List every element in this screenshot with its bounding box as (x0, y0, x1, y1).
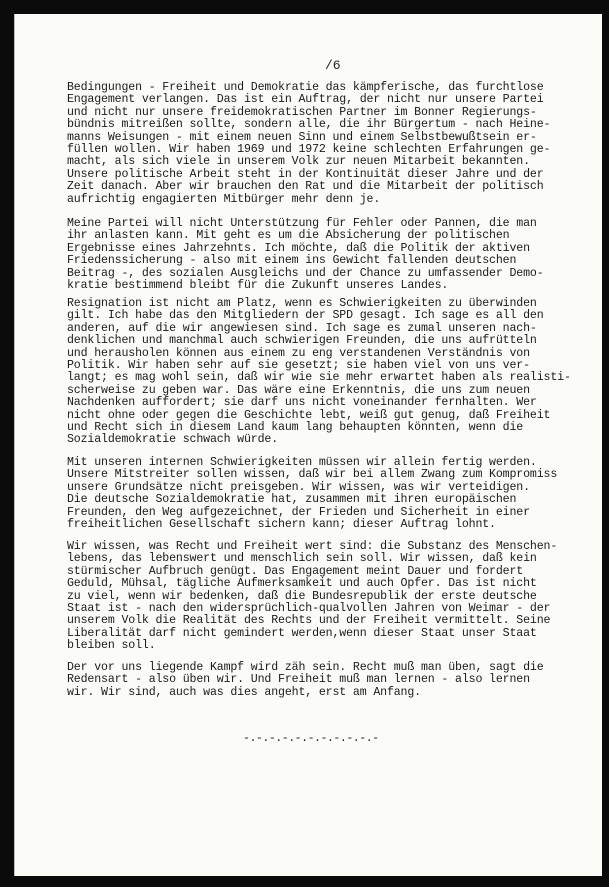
text-line: macht, als sich viele in unserem Volk zur neuen Mitarbeit bekannten. (67, 155, 530, 169)
text-line: Sozialdemokratie schwach würde. (67, 433, 279, 447)
text-line: Staat ist - nach den widersprüchlich-qualvollen Jahren von Weimar - der (67, 602, 551, 616)
text-line: lebens, das lebenswert und menschlich sein soll. Wir wissen, daß kein (67, 552, 537, 566)
text-line: unserem Volk die Realität des Rechts und der Freiheit vermittelt. Seine (67, 614, 551, 628)
text-line: Beitrag -, des sozialen Ausgleichs und der Chance zu umfassender Demo- (67, 266, 544, 280)
closing-mark: -.-.-.-.-.-.-.-.-.-.- (243, 732, 379, 745)
text-line: Friedenssicherung - also mit einem ins Gewicht fallenden deutschen (67, 254, 517, 268)
text-line: Der vor uns liegende Kampf wird zäh sein. Recht muß man üben, sagt die (67, 661, 544, 674)
text-line: Unsere politische Arbeit steht in der Kontinuität dieser Jahre und der (67, 167, 544, 181)
page-number: /6 (325, 58, 341, 73)
text-line: füllen wollen. Wir haben 1969 und 1972 keine schlechten Erfahrungen ge- (67, 143, 551, 157)
text-line: nicht ohne oder gegen die Geschichte lebt, weiß gut genug, daß Freiheit (67, 408, 551, 422)
text-line: und nicht nur unsere freidemokratischen Partner im Bonner Regierungs- (67, 105, 537, 119)
text-line: ihr anlasten kann. Mit geht es um die Absicherung der politischen (67, 229, 510, 243)
paragraph-6 (67, 662, 577, 699)
text-line: Freunden, den Weg aufgezeichnet, der Frieden und Sicherheit in einer (67, 505, 530, 519)
paragraph-3 (67, 298, 577, 447)
text-line: Resignation ist nicht am Platz, wenn es Schwierigkeiten zu überwinden (67, 297, 537, 310)
text-line: und Recht sich in diesem Land kaum lang behaupten könnten, wenn die (67, 421, 524, 435)
text-line: Meine Partei will nicht Unterstützung für Fehler oder Pannen, die man (67, 217, 537, 230)
text-line: Engagement verlangen. Das ist ein Auftrag, der nicht nur unsere Partei (67, 93, 544, 107)
document-page (14, 14, 602, 876)
text-line: Bedingungen - Freiheit und Demokratie das kämpferische, das furchtlose (67, 81, 544, 94)
text-line: kratie bestimmend bleibt für die Zukunft unseres Landes. (67, 279, 449, 293)
text-line: Liberalität darf nicht gemindert werden,wenn dieser Staat unser Staat (67, 626, 537, 640)
paragraph-5 (67, 541, 577, 653)
text-line: zu viel, wenn wir bedenken, daß die Bundesrepublik der erste deutsche (67, 589, 537, 603)
paragraph-1 (67, 82, 577, 206)
text-line: aufrichtig engagierten Mitbürger mehr denn je. (67, 192, 381, 206)
text-line: anderen, auf die wir angewiesen sind. Ich sage es zumal unseren nach- (67, 321, 537, 335)
text-line: bleiben soll. (67, 639, 156, 653)
text-line: Redensart - also üben wir. Und Freiheit muß man lernen - also lernen (67, 673, 530, 687)
text-line: denklichen und manchmal auch schwierigen Freunden, die uns aufrütteln (67, 334, 537, 348)
text-line: Nachdenken auffordert; sie darf uns nicht voneinander fernhalten. Wer (67, 396, 537, 410)
paragraph-4 (67, 457, 577, 531)
text-line: Zeit danach. Aber wir brauchen den Rat und die Mitarbeit der politisch (67, 180, 544, 194)
text-line: manns Weisungen - mit einem neuen Sinn und einem Selbstbewußtsein er- (67, 130, 537, 144)
text-line: Politik. Wir haben sehr auf sie gesetzt; sie haben viel von uns ver- (67, 359, 530, 373)
text-line: Mit unseren internen Schwierigkeiten müssen wir allein fertig werden. (67, 456, 537, 469)
text-line: unsere Grundsätze nicht preisgeben. Wir wissen, was wir verteidigen. (67, 480, 530, 494)
text-line: scherweise zu geben war. Das wäre eine Erkenntnis, die uns zum neuen (67, 383, 530, 397)
text-line: bündnis mitreißen sollte, sondern alle, die ihr Bürgertum - nach Heine- (67, 118, 551, 132)
text-line: Geduld, Mühsal, tägliche Aufmerksamkeit und auch Opfer. Das ist nicht (67, 577, 537, 591)
text-line: Die deutsche Sozialdemokratie hat, zusammen mit ihren europäischen (67, 493, 517, 507)
text-line: Wir wissen, was Recht und Freiheit wert sind: die Substanz des Menschen- (67, 540, 558, 553)
paragraph-2 (67, 218, 577, 292)
text-line: langt; es mag wohl sein, daß wir wie sie mehr erwartet haben als realisti- (67, 371, 571, 385)
text-line: gilt. Ich habe das den Mitgliedern der SPD gesagt. Ich sage es all den (67, 309, 544, 323)
text-line: stürmischer Aufbruch genügt. Das Engagement meint Dauer und fordert (67, 564, 524, 578)
text-line: Ergebnisse eines Jahrzehnts. Ich möchte, daß die Politik der aktiven (67, 241, 530, 255)
text-line: freiheitlichen Gesellschaft sichern kann; dieser Auftrag lohnt. (67, 518, 496, 532)
text-line: wir. Wir sind, auch was dies angeht, erst am Anfang. (67, 685, 421, 699)
text-line: Unsere Mitstreiter sollen wissen, daß wir bei allem Zwang zum Kompromiss (67, 468, 558, 482)
text-line: und herausholen können aus einem zu eng verstandenen Verständnis von (67, 346, 530, 360)
